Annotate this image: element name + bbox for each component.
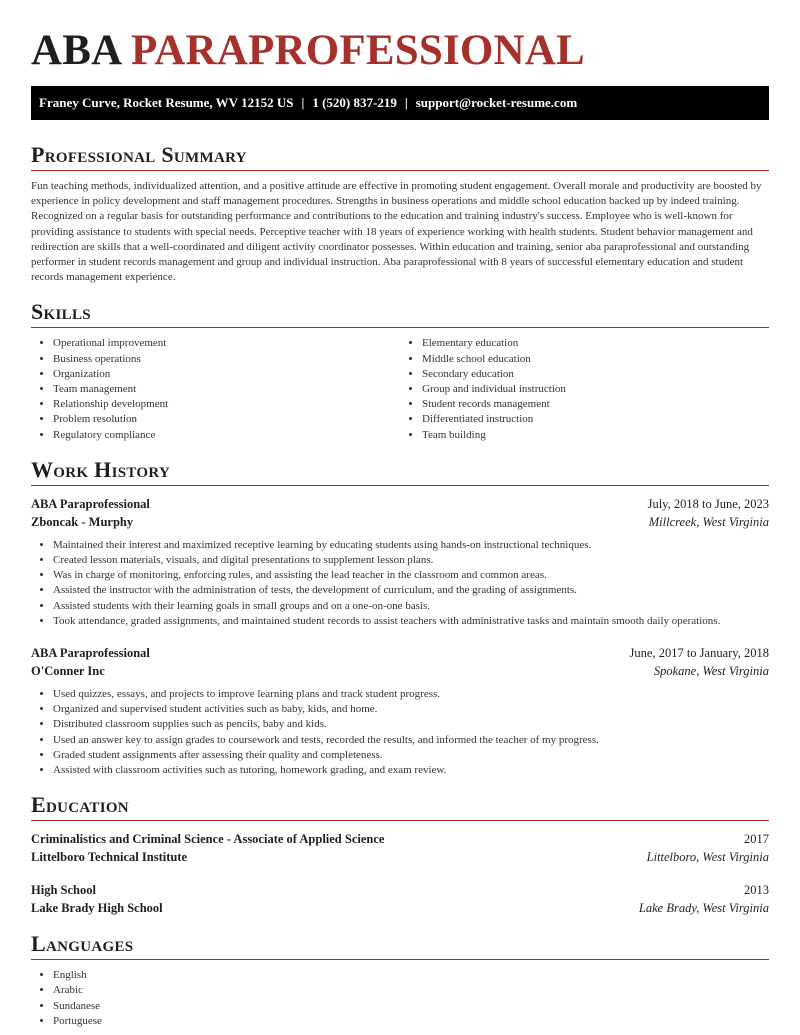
job-entry	[31, 644, 769, 778]
skills-columns	[31, 336, 769, 442]
section-divider	[31, 820, 769, 821]
job-bullets	[31, 538, 769, 629]
education-degree-row	[31, 881, 769, 899]
name-first: ABA	[31, 27, 121, 74]
job-company-row	[31, 662, 769, 680]
summary-text: Fun teaching methods, individualized attention, and a positive attitude are effective in promoting student engagement. Overall morale and productivity are boosted by experience in policy development and staff management procedures. Strengths in business operations and middle school education backed up by indeed training. Recognized on a regular basis for outstanding performance and contributions to the education and training industry's success. Employee who is well-known for providing assistance to students with special needs. Perceptive teacher with 18 years of experience working with health students. Student behavior management and redirection are skills that a well-coordinated and diligent activity coordinator possesses. Within education and training, senior aba paraprofessional and outstanding performer in student records management and group and individual instruction. Aba paraprofessional with 8 years of successful elementary education and student records management experience.	[31, 180, 762, 284]
job-bullet: • Was in charge of monitoring, enforcing rules, and assisting the lead teacher in the classroom and common areas.	[53, 568, 769, 583]
education-heading: Education	[31, 792, 129, 818]
education-entry	[31, 881, 769, 917]
contact-email: support@rocket-resume.com	[415, 95, 578, 110]
job-bullet: • Created lesson materials, visuals, and digital presentations to supplement lesson plans.	[53, 553, 769, 568]
job-position: ABA Paraprofessional	[31, 496, 150, 511]
education-school-row	[31, 848, 769, 866]
section-divider	[31, 327, 769, 328]
skill-item: • Relationship development	[53, 397, 400, 412]
job-company: O'Conner Inc	[31, 664, 105, 679]
candidate-name	[31, 28, 769, 74]
job-company: Zboncak - Murphy	[31, 514, 134, 529]
section-divider	[31, 170, 769, 171]
education-year: 2017	[744, 832, 769, 847]
education-school-row	[31, 899, 769, 917]
skill-item: • Organization	[53, 367, 400, 382]
section-divider	[31, 959, 769, 960]
language-item: • Sundanese	[53, 999, 769, 1014]
job-bullets	[31, 687, 769, 778]
skill-item: • Elementary education	[422, 336, 769, 351]
job-company-row	[31, 513, 769, 531]
job-dates: July, 2018 to June, 2023	[647, 496, 769, 511]
skill-item: • Group and individual instruction	[422, 382, 769, 397]
job-location: Spokane, West Virginia	[653, 664, 769, 679]
education-location: Lake Brady, West Virginia	[638, 901, 769, 916]
languages-heading: Languages	[31, 931, 134, 957]
contact-separator: |	[301, 95, 305, 110]
education-location: Littelboro, West Virginia	[646, 850, 769, 865]
job-entry	[31, 495, 769, 629]
skill-item: • Secondary education	[422, 367, 769, 382]
job-header-row	[31, 495, 769, 513]
skill-item: • Problem resolution	[53, 412, 400, 427]
skill-item: • Differentiated instruction	[422, 412, 769, 427]
education-year: 2013	[744, 883, 769, 898]
contact-bar	[31, 86, 769, 120]
job-bullet: • Used quizzes, essays, and projects to improve learning plans and track student progress.	[53, 687, 769, 702]
summary-section	[31, 142, 769, 285]
contact-separator: |	[404, 95, 408, 110]
skill-item: • Team building	[422, 428, 769, 443]
job-bullet: • Maintained their interest and maximized receptive learning by educating students using hands-on instructional techniques.	[53, 538, 769, 553]
job-position: ABA Paraprofessional	[31, 646, 150, 661]
job-dates: June, 2017 to January, 2018	[629, 646, 769, 661]
job-bullet: • Used an answer key to assign grades to coursework and tests, recorded the results, and informed the teacher of my progress.	[53, 733, 769, 748]
job-bullet: • Distributed classroom supplies such as pencils, baby and kids.	[53, 717, 769, 732]
work-history-section	[31, 457, 769, 778]
education-entry	[31, 830, 769, 866]
skills-list-right	[400, 336, 769, 442]
language-item: • English	[53, 968, 769, 983]
contact-phone: 1 (520) 837-219	[312, 95, 397, 110]
job-bullet: • Assisted with classroom activities such as tutoring, homework grading, and exam review.	[53, 763, 769, 778]
job-bullet: • Assisted the instructor with the administration of tests, the development of curriculum, and the grading of assignments.	[53, 583, 769, 598]
education-degree: Criminalistics and Criminal Science - Associate of Applied Science	[31, 832, 385, 847]
job-bullet: • Assisted students with their learning goals in small groups and on a one-on-one basis.	[53, 599, 769, 614]
job-bullet: • Organized and supervised student activities such as baby, kids, and home.	[53, 702, 769, 717]
languages-section	[31, 931, 769, 1029]
skills-heading: Skills	[31, 299, 91, 325]
contact-address: Franey Curve, Rocket Resume, WV 12152 US	[39, 95, 294, 110]
languages-list	[31, 968, 769, 1029]
job-bullet: • Graded student assignments after assessing their quality and completeness.	[53, 748, 769, 763]
language-item: • Portuguese	[53, 1014, 769, 1029]
skill-item: • Regulatory compliance	[53, 428, 400, 443]
education-degree-row	[31, 830, 769, 848]
education-degree: High School	[31, 883, 96, 898]
skill-item: • Business operations	[53, 352, 400, 367]
skill-item: • Operational improvement	[53, 336, 400, 351]
skills-section	[31, 299, 769, 442]
skill-item: • Middle school education	[422, 352, 769, 367]
skills-list-left	[31, 336, 400, 442]
education-school: Littelboro Technical Institute	[31, 850, 188, 865]
job-header-row	[31, 644, 769, 662]
education-school: Lake Brady High School	[31, 901, 163, 916]
job-bullet: • Took attendance, graded assignments, and maintained student records to assist teachers with administrative tasks and maintain smooth daily operations.	[53, 614, 769, 629]
work-history-heading: Work History	[31, 456, 171, 482]
section-divider	[31, 485, 769, 486]
name-title: PARAPROFESSIONAL	[130, 27, 585, 74]
summary-heading: Professional Summary	[31, 142, 247, 167]
education-section	[31, 792, 769, 917]
skill-item: • Team management	[53, 382, 400, 397]
language-item: • Arabic	[53, 983, 769, 998]
skill-item: • Student records management	[422, 397, 769, 412]
job-location: Millcreek, West Virginia	[648, 514, 769, 529]
